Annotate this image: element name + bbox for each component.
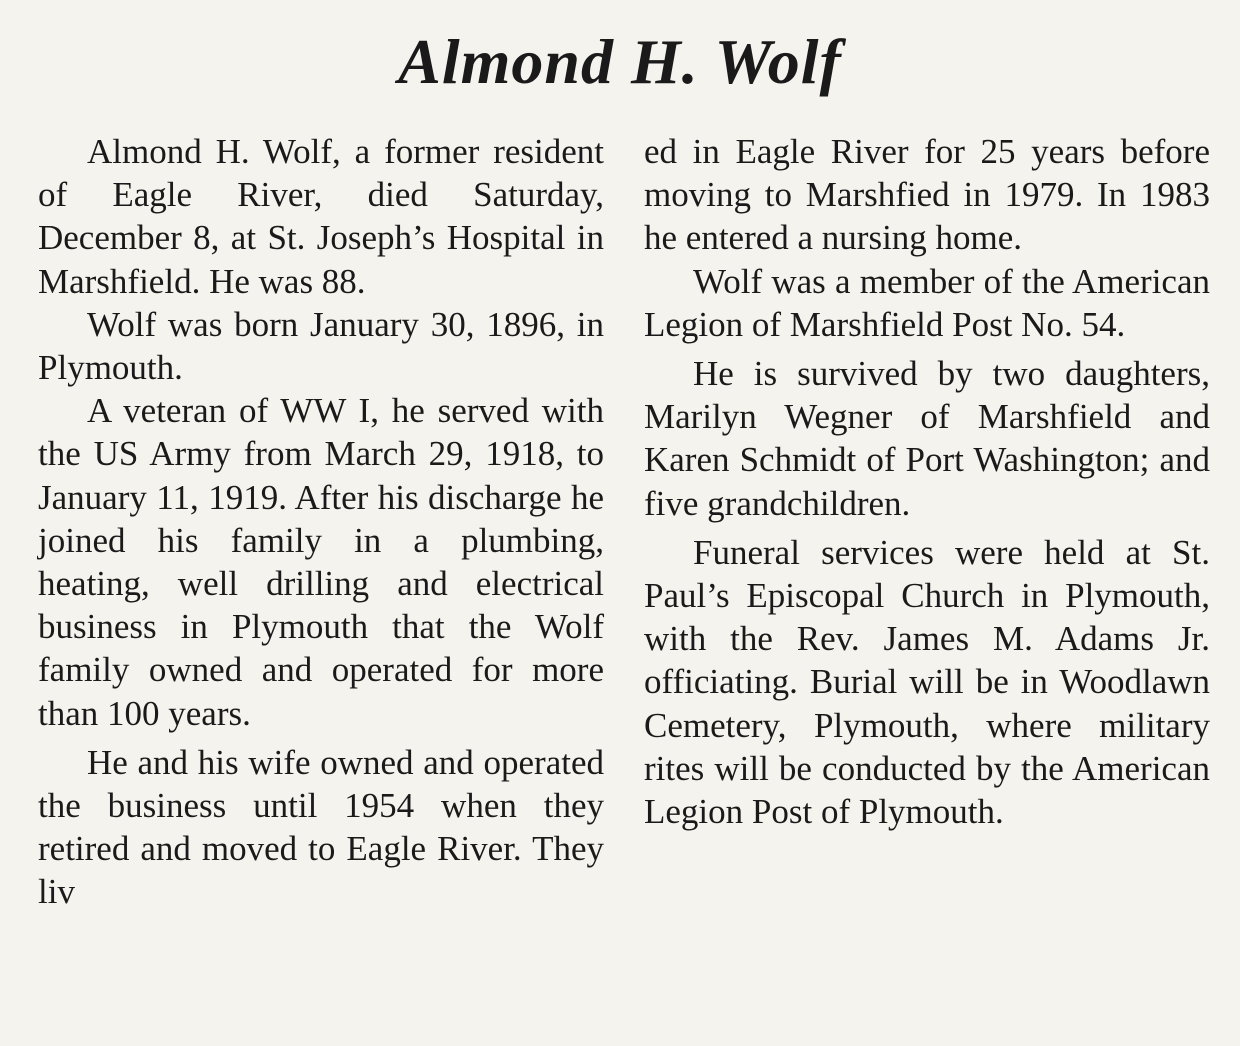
paragraph-death-notice: Almond H. Wolf, a former resident of Eagle River, died Saturday, December 8, at St. Joseph’s Hospital in Marshfield. He was 88.	[38, 132, 604, 301]
paragraph-business-continued: ed in Eagle River for 25 years before moving to Marshfied in 1979. In 1983 he entered a nursing home.	[644, 132, 1210, 258]
paragraph-business: He and his wife owned and operated the business until 1954 when they retired and moved to Eagle River. They liv	[38, 742, 604, 912]
obituary-title: Almond H. Wolf	[398, 26, 842, 97]
paragraph-military-service: A veteran of WW I, he served with the US Army from March 29, 1918, to January 11, 1919. After his discharge he joined his family in a plumbing, heating, well drilling and electrical business in Plymouth that the Wolf family owned and operated for more than 100 years.	[38, 391, 604, 733]
left-column	[38, 130, 604, 914]
paragraph-birth: Wolf was born January 30, 1896, in Plymouth.	[38, 304, 604, 388]
paragraph-funeral: Funeral services were held at St. Paul’s Episcopal Church in Plymouth, with the Rev. James M. Adams Jr. officiating. Burial will be in Woodlawn Cemetery, Plymouth, where military rites will be conducted by the American Legion Post of Plymouth.	[644, 532, 1210, 832]
right-column	[644, 130, 1210, 833]
paragraph-legion-membership: Wolf was a member of the American Legion of Marshfield Post No. 54.	[644, 261, 1210, 344]
paragraph-survivors: He is survived by two daughters, Marilyn Wegner of Marshfield and Karen Schmidt of Port Washington; and five grandchildren.	[644, 354, 1210, 523]
